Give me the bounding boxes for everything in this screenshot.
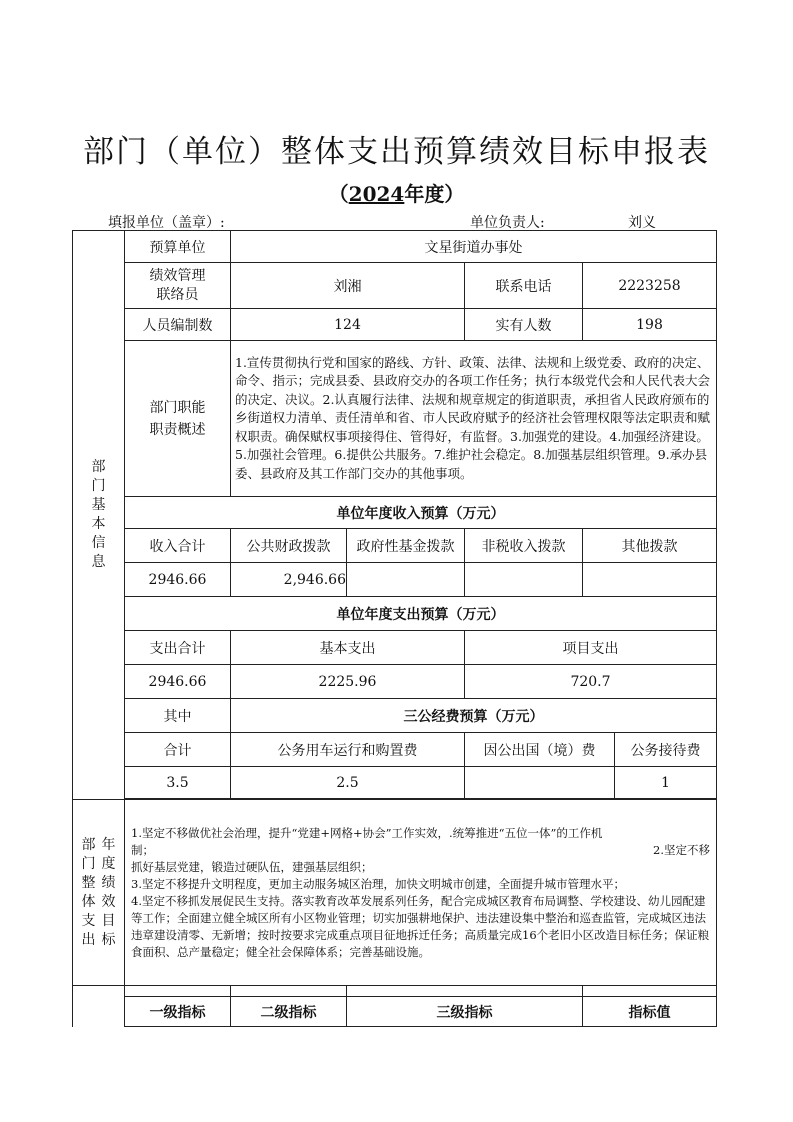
three-abroad-value (465, 767, 615, 799)
budget-unit-label: 预算单位 (125, 231, 231, 263)
page-title: 部门（单位）整体支出预算绩效目标申报表 (83, 134, 710, 170)
expense-col-basic: 基本支出 (231, 631, 465, 665)
phone-label: 联系电话 (465, 263, 583, 309)
income-public-value: 2,946.66 (231, 563, 347, 597)
goal-line-3: 抓好基层党建，锻造过硬队伍，建强基层组织； (131, 859, 373, 874)
indicator-col-value: 指标值 (583, 997, 717, 1027)
budget-unit-value: 文星街道办事处 (231, 231, 717, 263)
unit-head-value: 刘义 (628, 215, 656, 231)
indicator-col-level3: 三级指标 (347, 997, 583, 1027)
income-total-value: 2946.66 (125, 563, 231, 597)
goal-line-2b: 2.坚定不移 (653, 842, 711, 857)
duties-label-text: 部门职能职责概述 (149, 399, 206, 438)
three-col-car: 公务用车运行和购置费 (231, 733, 465, 767)
goal-line-1: 1.坚定不移做优社会治理，提升“党建+网格+协会”工作实效，.统筹推进“五位一体”的工作机 (131, 825, 603, 840)
expense-header: 单位年度支出预算（万元） (125, 597, 717, 631)
staff-quota-value: 124 (231, 309, 465, 341)
indicator-col-level1: 一级指标 (125, 997, 231, 1027)
duties-text: 1.宣传贯彻执行党和国家的路线、方针、政策、法律、法规和上级党委、政府的决定、命令、指示；完成县委、县政府交办的各项工作任务；执行本级党代会和人民代表大会的决定、决议。2.认真履行法律、法规和规章规定的街道职责，承担省人民政府颁布的乡街道权力清单、责任清单和省、市人民政府赋予的经济社会管理权限等法定职责和赋权职责。确保赋权事项接得住、管得好，有监督。3.加强党的建设。4.加强经济建设。5.加强社会管理。6.提供公共服务。7.维护社会稳定。8.加强基层组织管理。9.承办县委、县政府及其工作部门交办的其他事项。 (231, 341, 717, 497)
income-col-nontax: 非税收入拨款 (465, 529, 583, 563)
income-header: 单位年度收入预算（万元） (125, 497, 717, 529)
goal-line-5: 4.坚定不移抓发展促民生支持。落实教育改革发展系列任务，配合完成城区教育布局调整、学校建设、幼儿园配建等工作；全面建立健全城区所有小区物业管理；切实加强耕地保护、违法建设集中整治和巡查监管，完成城区违法违章建设清零、无新增；按时按要求完成重点项目征地拆迁任务；高质量完成16个老旧小区改造目标任务；保证粮食面积、总产量稳定；健全社会保障体系；完善基础设施。 (131, 893, 710, 959)
indicator-col-level2: 二级指标 (231, 997, 347, 1027)
goal-line-4: 3.坚定不移提升文明程度，更加主动服务城区治理，加快文明城市创建，全面提升城市管理水平； (131, 876, 625, 891)
expense-project-value: 720.7 (465, 665, 717, 699)
actual-staff-label: 实有人数 (465, 309, 583, 341)
section-basic-label: 部门基本信息 (91, 459, 106, 570)
income-col-fund: 政府性基金拨款 (347, 529, 465, 563)
three-col-reception: 公务接待费 (615, 733, 717, 767)
yearly-goals-text (125, 800, 717, 986)
subtitle-prefix: （ (328, 182, 349, 206)
three-total-value: 3.5 (125, 767, 231, 799)
goal-line-2a: 制； (131, 842, 154, 857)
income-nontax-value (465, 563, 583, 597)
income-other-value (583, 563, 717, 597)
budget-form-table (72, 230, 717, 1010)
perf-contact-label-text: 绩效管理联络员 (149, 267, 206, 303)
unit-head-label: 单位负责人: (470, 215, 545, 231)
three-public-header: 三公经费预算（万元） (231, 699, 717, 733)
expense-col-total: 支出合计 (125, 631, 231, 665)
three-reception-value: 1 (615, 767, 717, 799)
income-col-total: 收入合计 (125, 529, 231, 563)
section-overall-label: 部门整体支出 (81, 836, 96, 948)
page-subtitle (0, 178, 793, 207)
three-col-abroad: 因公出国（境）费 (465, 733, 615, 767)
among-label: 其中 (125, 699, 231, 733)
goal-line-2 (131, 842, 710, 859)
income-col-public: 公共财政拨款 (231, 529, 347, 563)
indicator-table (72, 996, 717, 1027)
income-fund-value (347, 563, 465, 597)
fill-unit-label: 填报单位（盖章）: (108, 215, 225, 231)
subtitle-suffix: 年度） (404, 182, 465, 206)
perf-contact-label (125, 263, 231, 309)
expense-total-value: 2946.66 (125, 665, 231, 699)
staff-quota-label: 人员编制数 (125, 309, 231, 341)
three-col-total: 合计 (125, 733, 231, 767)
expense-col-project: 项目支出 (465, 631, 717, 665)
perf-contact-value: 刘湘 (231, 263, 465, 309)
indicator-left-cell (73, 997, 125, 1027)
subtitle-year: 2024 (348, 182, 405, 206)
three-car-value: 2.5 (231, 767, 465, 799)
income-col-other: 其他拨款 (583, 529, 717, 563)
section-overall-spend (73, 800, 125, 986)
expense-basic-value: 2225.96 (231, 665, 465, 699)
duties-label (125, 341, 231, 497)
section-yearly-label: 年度绩效目标 (101, 836, 116, 948)
phone-value: 2223258 (583, 263, 717, 309)
section-basic-info (73, 231, 125, 800)
actual-staff-value: 198 (583, 309, 717, 341)
